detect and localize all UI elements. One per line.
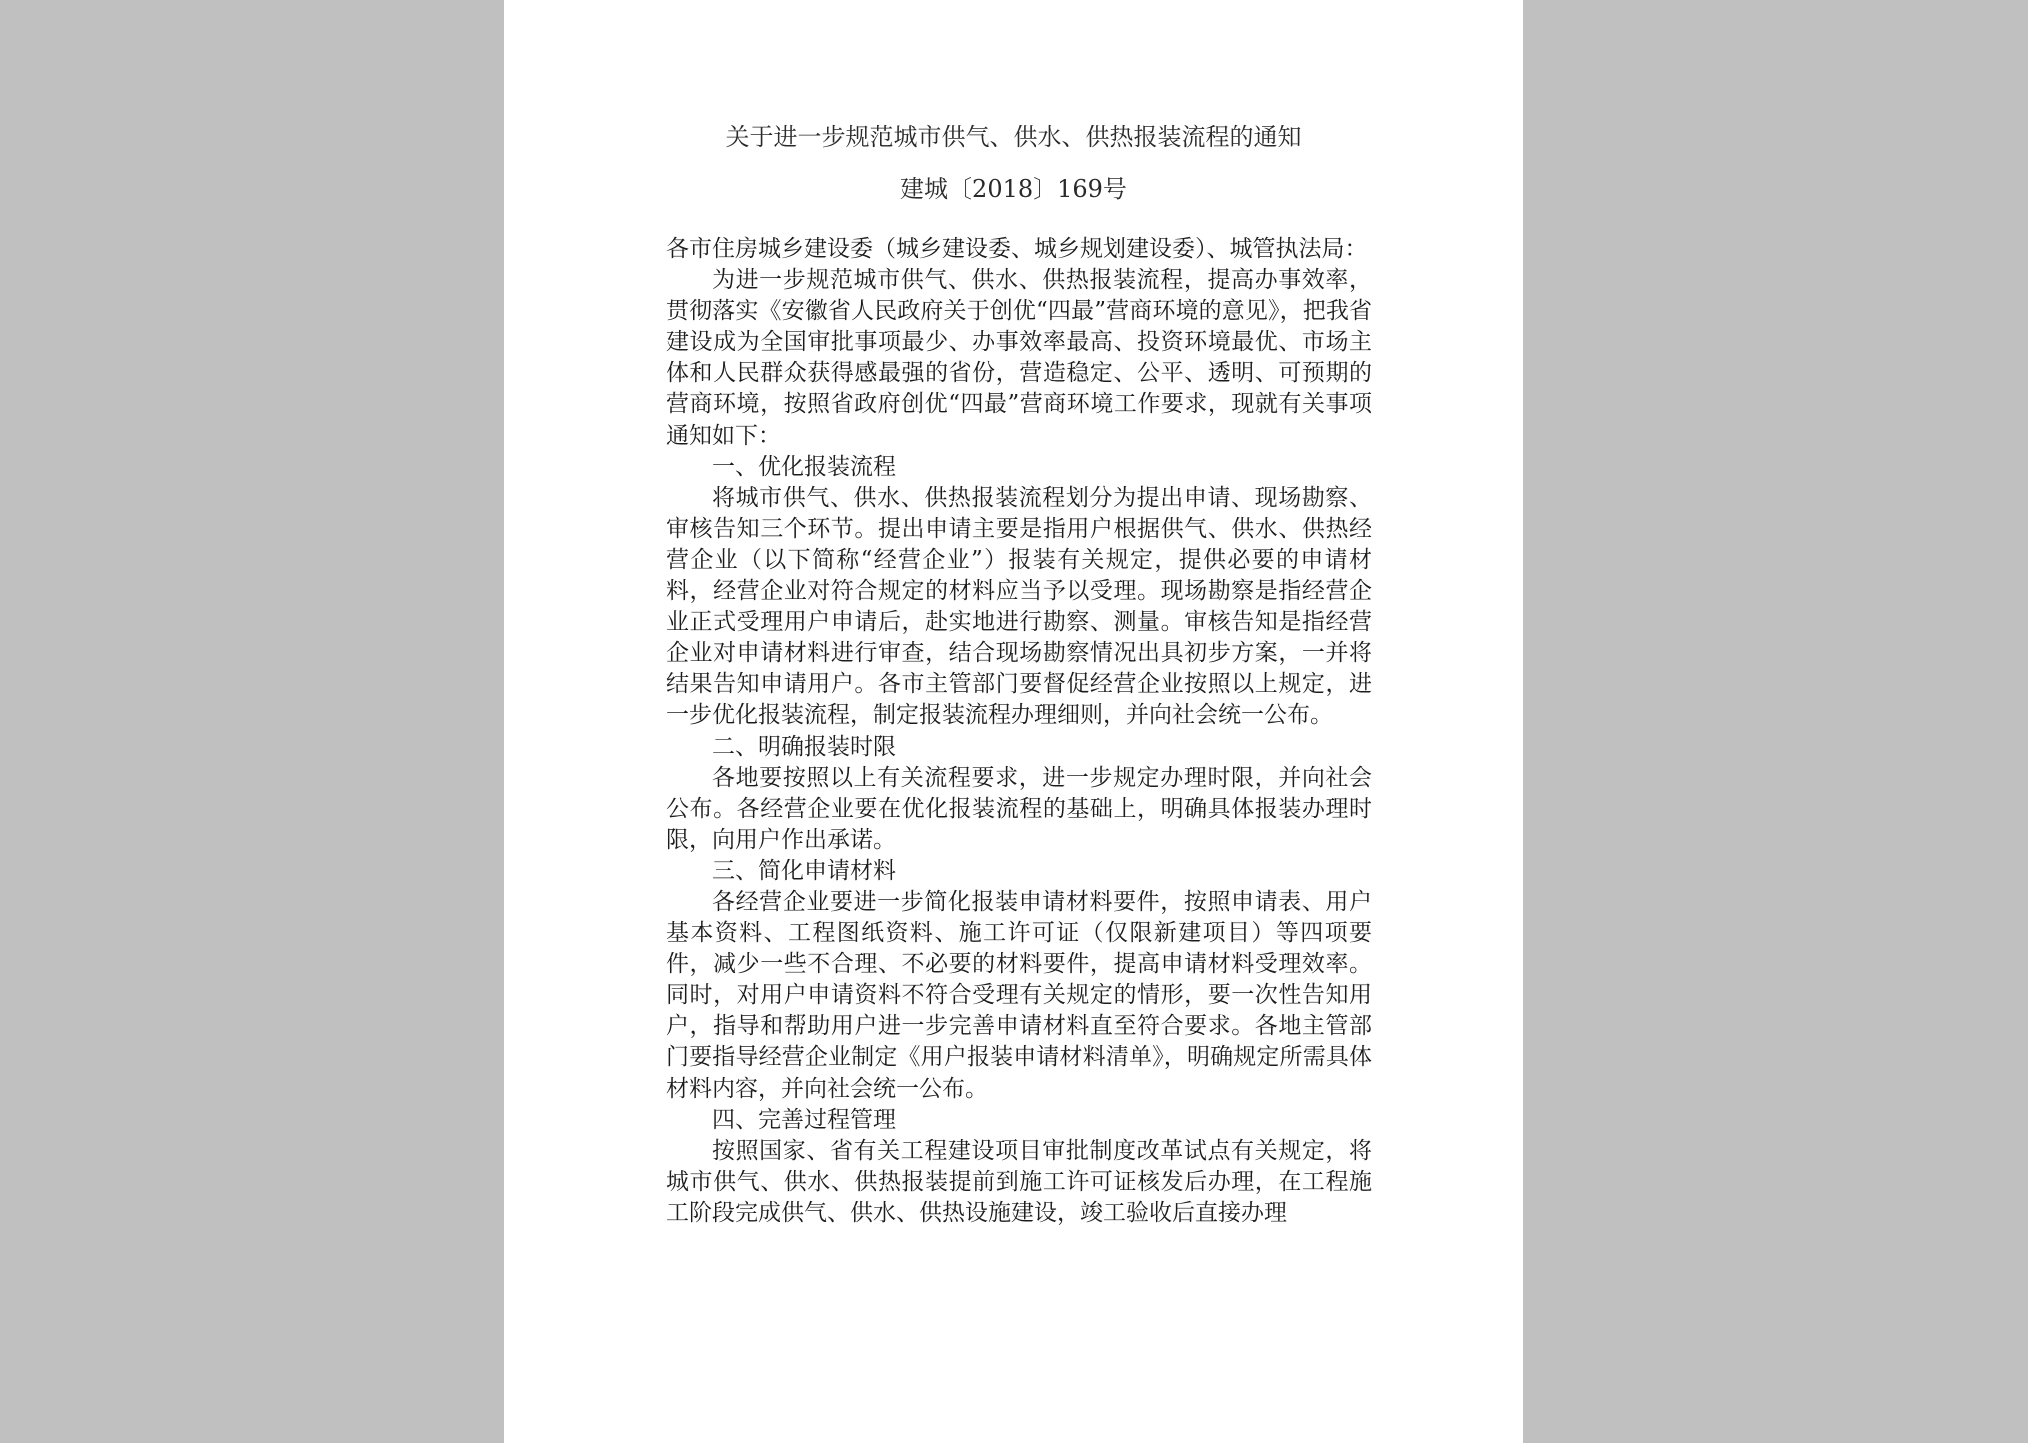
document-page — [504, 0, 1523, 1443]
section-paragraph: 按照国家、省有关工程建设项目审批制度改革试点有关规定，将城市供气、供水、供热报装提前到施工许可证核发后办理，在工程施工阶段完成供气、供水、供热设施建设，竣工验收后直接办理 — [666, 1137, 1372, 1226]
addressee: 各市住房城乡建设委（城乡建设委、城乡规划建设委）、城管执法局： — [666, 236, 1368, 262]
document-title: 关于进一步规范城市供气、供水、供热报装流程的通知 — [725, 123, 1302, 151]
intro-paragraph: 为进一步规范城市供气、供水、供热报装流程，提高办事效率，贯彻落实《安徽省人民政府关于创优“四最”营商环境的意见》，把我省建设成为全国审批事项最少、办事效率最高、投资环境最优、市场主体和人民群众获得感最强的省份，营造稳定、公平、透明、可预期的营商环境，按照省政府创优“四最”营商环境工作要求，现就有关事项通知如下： — [666, 267, 1372, 449]
section-paragraph: 各经营企业要进一步简化报装申请材料要件，按照申请表、用户基本资料、工程图纸资料、施工许可证（仅限新建项目）等四项要件，减少一些不合理、不必要的材料要件，提高申请材料受理效率。同时，对用户申请资料不符合受理有关规定的情形，要一次性告知用户，指导和帮助用户进一步完善申请材料直至符合要求。各地主管部门要指导经营企业制定《用户报装申请材料清单》，明确规定所需具体材料内容，并向社会统一公布。 — [666, 888, 1372, 1102]
section-heading: 二、明确报装时限 — [712, 733, 896, 760]
section-paragraph: 各地要按照以上有关流程要求，进一步规定办理时限，并向社会公布。各经营企业要在优化报装流程的基础上，明确具体报装办理时限，向用户作出承诺。 — [666, 764, 1372, 853]
section-heading: 三、简化申请材料 — [712, 857, 896, 884]
document-number: 建城〔2018〕169号 — [900, 175, 1127, 203]
section-heading: 四、完善过程管理 — [712, 1106, 896, 1133]
document-body — [666, 234, 1372, 1229]
section-heading: 一、优化报装流程 — [712, 453, 896, 480]
section-paragraph: 将城市供气、供水、供热报装流程划分为提出申请、现场勘察、审核告知三个环节。提出申请主要是指用户根据供气、供水、供热经营企业（以下简称“经营企业”）报装有关规定，提供必要的申请材料，经营企业对符合规定的材料应当予以受理。现场勘察是指经营企业正式受理用户申请后，赴实地进行勘察、测量。审核告知是指经营企业对申请材料进行审查，结合现场勘察情况出具初步方案，一并将结果告知申请用户。各市主管部门要督促经营企业按照以上规定，进一步优化报装流程，制定报装流程办理细则，并向社会统一公布。 — [666, 484, 1372, 729]
